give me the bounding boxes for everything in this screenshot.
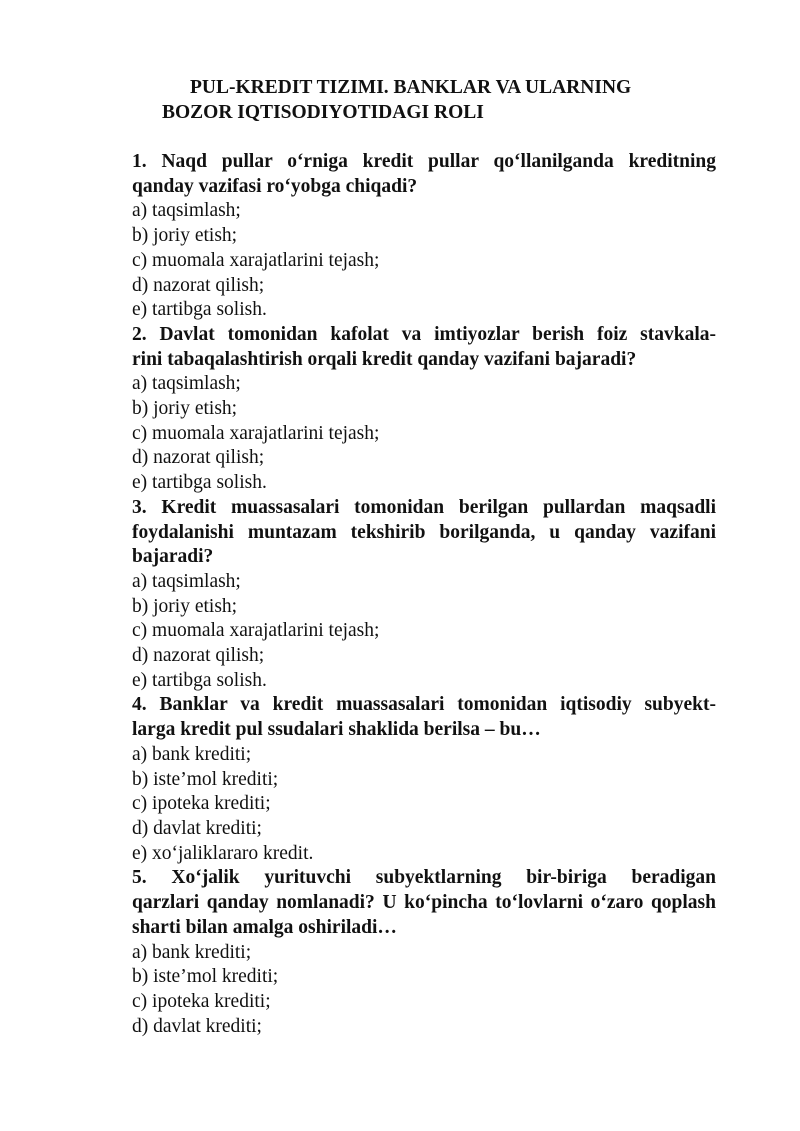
answer-option: a) taqsimlash; xyxy=(132,373,241,395)
answer-option: c) muomala xarajatlarini tejash; xyxy=(132,422,380,444)
question-line: 2. Davlat tomonidan kafolat va imtiyozlar berish foiz stavkala- xyxy=(132,323,716,345)
answer-option: d) davlat krediti; xyxy=(132,1015,262,1037)
answer-option: c) ipoteka krediti; xyxy=(132,793,271,815)
page-title-line-1: PUL-KREDIT TIZIMI. BANKLAR VA ULARNING xyxy=(190,77,632,98)
answer-option: b) joriy etish; xyxy=(132,398,238,420)
answer-option: b) iste’mol krediti; xyxy=(132,966,279,988)
question-line: bajaradi? xyxy=(132,546,214,568)
answer-option: e) tartibga solish. xyxy=(132,299,267,321)
answer-option: d) davlat krediti; xyxy=(132,817,262,839)
question-line: 5. Xo‘jalik yurituvchi subyektlarning bir-biriga beradigan xyxy=(132,867,716,889)
question-line: 3. Kredit muassasalari tomonidan berilgan pullardan maqsadli xyxy=(132,496,716,518)
answer-option: a) taqsimlash; xyxy=(132,200,241,222)
question-list xyxy=(84,150,716,1039)
answer-option: d) nazorat qilish; xyxy=(132,645,265,667)
question-line: qanday vazifasi ro‘yobga chiqadi? xyxy=(132,175,418,197)
answer-option: b) iste’mol krediti; xyxy=(132,768,279,790)
answer-option: c) muomala xarajatlarini tejash; xyxy=(132,620,380,642)
answer-option: a) bank krediti; xyxy=(132,743,252,765)
question-text xyxy=(84,150,716,199)
answer-option: d) nazorat qilish; xyxy=(132,274,265,296)
question-text xyxy=(84,693,716,742)
question-line: foydalanishi muntazam tekshirib borilganda, u qanday vazifani xyxy=(132,521,716,543)
question-text xyxy=(84,323,716,372)
answer-option: b) joriy etish; xyxy=(132,225,238,247)
answer-option: a) bank krediti; xyxy=(132,941,252,963)
question-line: larga kredit pul ssudalari shaklida berilsa – bu… xyxy=(132,719,541,741)
question-line: 4. Banklar va kredit muassasalari tomonidan iqtisodiy subyekt- xyxy=(132,694,716,716)
question-text xyxy=(84,496,716,570)
answer-option: a) taqsimlash; xyxy=(132,570,241,592)
question-line: 1. Naqd pullar o‘rniga kredit pullar qo‘llanilganda kreditning xyxy=(132,151,716,172)
answer-option: e) tartibga solish. xyxy=(132,669,267,691)
answer-option: b) joriy etish; xyxy=(132,595,238,617)
question-line: qarzlari qanday nomlanadi? U ko‘pincha to‘lovlarni o‘zaro qoplash xyxy=(132,892,716,914)
question-line: sharti bilan amalga oshiriladi… xyxy=(132,916,397,938)
answer-option: c) muomala xarajatlarini tejash; xyxy=(132,249,380,271)
answer-option: e) xo‘jaliklararo kredit. xyxy=(132,842,314,864)
answer-option: e) tartibga solish. xyxy=(132,472,267,494)
page-title-line-2: BOZOR IQTISODIYOTIDAGI ROLI xyxy=(162,102,484,123)
question-line: rini tabaqalashtirish orqali kredit qanday vazifani bajaradi? xyxy=(132,348,637,370)
answer-option: d) nazorat qilish; xyxy=(132,447,265,469)
answer-option: c) ipoteka krediti; xyxy=(132,990,271,1012)
question-text xyxy=(84,866,716,940)
